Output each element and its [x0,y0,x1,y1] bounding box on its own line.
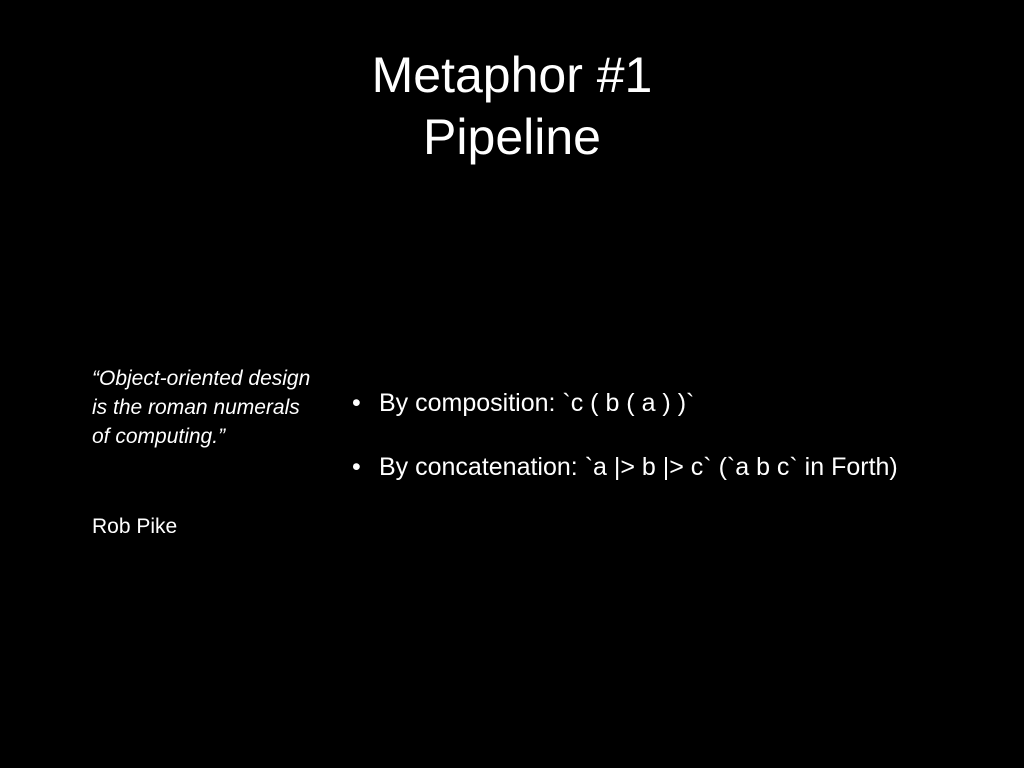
bullet-text: By concatenation: `a |> b |> c` (`a b c` in Forth) [379,453,898,481]
slide-title-line-2: Pipeline [423,109,601,165]
slide-title [0,44,1024,168]
bullet-icon: • [352,453,361,481]
quote-attribution: Rob Pike [92,515,178,538]
bullet-item [352,450,912,484]
bullet-item [352,386,912,420]
bullet-list [352,386,912,514]
bullet-text: By composition: `c ( b ( a ) )` [379,389,695,417]
bullet-icon: • [352,389,361,417]
quote-text: “Object-oriented design is the roman numerals of computing.” [92,367,311,448]
slide-title-line-1: Metaphor #1 [371,47,653,103]
